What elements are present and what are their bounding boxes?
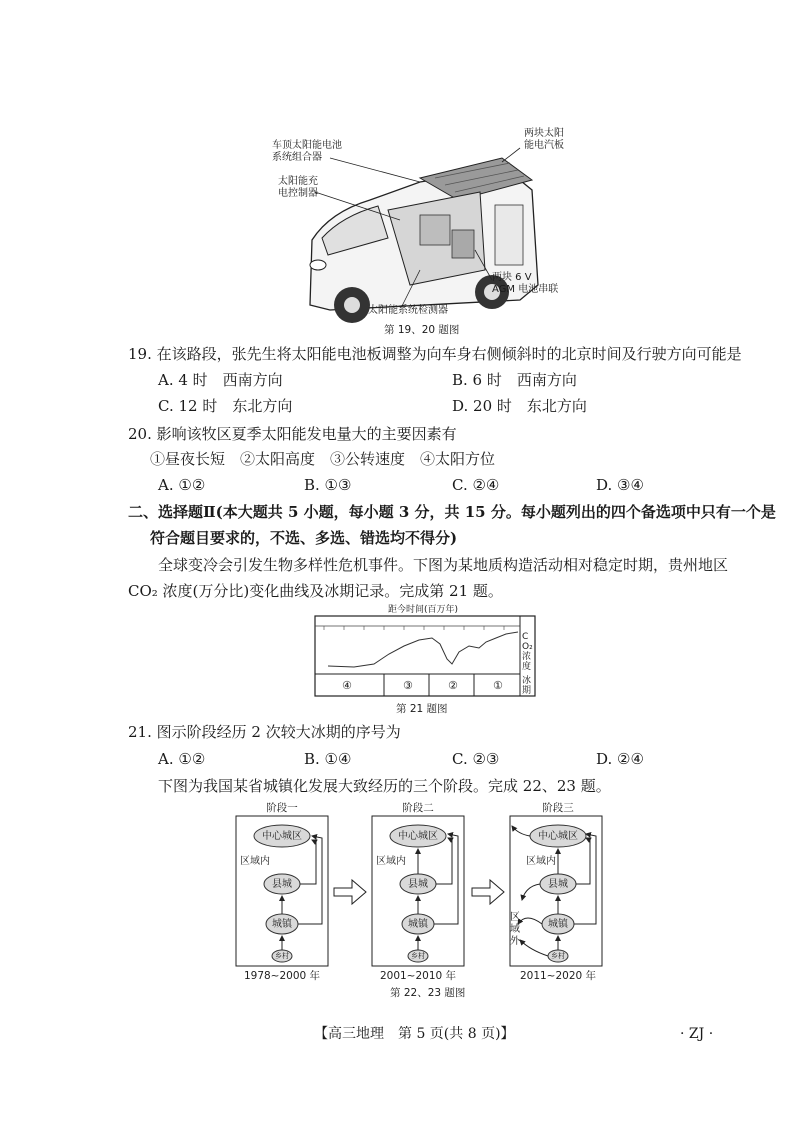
stage3-years: 2011~2020 年 <box>519 970 597 982</box>
s1-town-label: 城镇 <box>272 919 292 930</box>
q21-option-c: C. ②③ <box>452 750 500 768</box>
s2-town-label: 城镇 <box>408 919 428 930</box>
co2-chart-co2-label: CO₂浓度 <box>522 632 533 672</box>
stage3-title: 阶段三 <box>542 802 574 814</box>
q20-option-b: B. ①③ <box>304 476 352 494</box>
outside-region-label: 区 域 外 <box>510 912 520 947</box>
s2-village-label: 乡村 <box>411 952 425 960</box>
q21-stem: 21. 图示阶段经历 2 次较大冰期的序号为 <box>128 723 401 741</box>
page-footer: 【高三地理 第 5 页(共 8 页)】 <box>314 1026 515 1042</box>
glacial-segment-4: ④ <box>342 679 352 692</box>
section2-heading-cont: 符合题目要求的，不选、多选、错选均不得分) <box>150 529 458 547</box>
q21-option-d: D. ②④ <box>596 750 644 768</box>
q21-option-a: A. ①② <box>158 750 206 768</box>
s1-county-label: 县城 <box>272 879 292 890</box>
label-detector: 太阳能系统检测器 <box>368 305 448 316</box>
intro-q21-line1: 全球变冷会引发生物多样性危机事件。下图为某地质构造活动相对稳定时期，贵州地区 <box>158 556 729 574</box>
stage2-title: 阶段二 <box>402 802 434 814</box>
label-two-panels: 两块太阳 能电汽板 <box>524 128 564 151</box>
s3-village-label: 乡村 <box>551 952 565 960</box>
label-battery: 两块 6 V AGM 电池串联 <box>492 272 559 295</box>
stage2-years: 2001~2010 年 <box>379 970 457 982</box>
s3-town-label: 城镇 <box>548 919 568 930</box>
q20-option-d: D. ③④ <box>596 476 644 494</box>
s3-center-label: 中心城区 <box>538 831 578 842</box>
q19-stem: 19. 在该路段，张先生将太阳能电池板调整为向车身右侧倾斜时的北京时间及行驶方向可能是 <box>128 345 742 363</box>
q19-option-a: A. 4 时 西南方向 <box>158 371 283 389</box>
q20-factors: ①昼夜长短 ②太阳高度 ③公转速度 ④太阳方位 <box>150 450 496 468</box>
s1-center-label: 中心城区 <box>262 831 302 842</box>
q21-option-b: B. ①④ <box>304 750 352 768</box>
s3-region-label: 区域内 <box>526 856 556 867</box>
urbanization-svg <box>230 800 610 1000</box>
stage1-years: 1978~2000 年 <box>243 970 321 982</box>
urbanization-diagram <box>230 800 610 1000</box>
s2-county-label: 县城 <box>408 879 428 890</box>
q19-option-d: D. 20 时 东北方向 <box>452 397 587 415</box>
glacial-segment-1: ① <box>493 679 503 692</box>
intro-q21-line2: CO₂ 浓度(万分比)变化曲线及冰期记录。完成第 21 题。 <box>128 582 503 600</box>
co2-chart-time-label: 距今时间(百万年) <box>388 605 459 615</box>
s2-center-label: 中心城区 <box>398 831 438 842</box>
s2-region-label: 区域内 <box>376 856 406 867</box>
q20-option-c: C. ②④ <box>452 476 500 494</box>
q19-option-b: B. 6 时 西南方向 <box>452 371 577 389</box>
q20-option-a: A. ①② <box>158 476 206 494</box>
s1-village-label: 乡村 <box>275 952 289 960</box>
stage1-title: 阶段一 <box>266 802 298 814</box>
s1-region-label: 区域内 <box>240 856 270 867</box>
caption-q21: 第 21 题图 <box>396 703 448 715</box>
page-footer-code: · ZJ · <box>680 1026 714 1042</box>
caption-q22-23: 第 22、23 题图 <box>390 987 466 999</box>
glacial-segment-2: ② <box>448 679 458 692</box>
label-roof-combiner: 车顶太阳能电池 系统组合器 <box>272 140 342 163</box>
glacial-segment-3: ③ <box>403 679 413 692</box>
label-charge-controller: 太阳能充 电控制器 <box>278 176 318 199</box>
q19-option-c: C. 12 时 东北方向 <box>158 397 293 415</box>
co2-chart-glacial-label: 冰期 <box>522 676 532 696</box>
intro-q22-23: 下图为我国某省城镇化发展大致经历的三个阶段。完成 22、23 题。 <box>158 777 611 795</box>
q20-stem: 20. 影响该牧区夏季太阳能发电量大的主要因素有 <box>128 425 457 443</box>
s3-county-label: 县城 <box>548 879 568 890</box>
section2-heading: 二、选择题Ⅱ(本大题共 5 小题，每小题 3 分，共 15 分。每小题列出的四个备选项中只有一个是 <box>128 503 776 521</box>
caption-q19-20: 第 19、20 题图 <box>384 324 460 336</box>
